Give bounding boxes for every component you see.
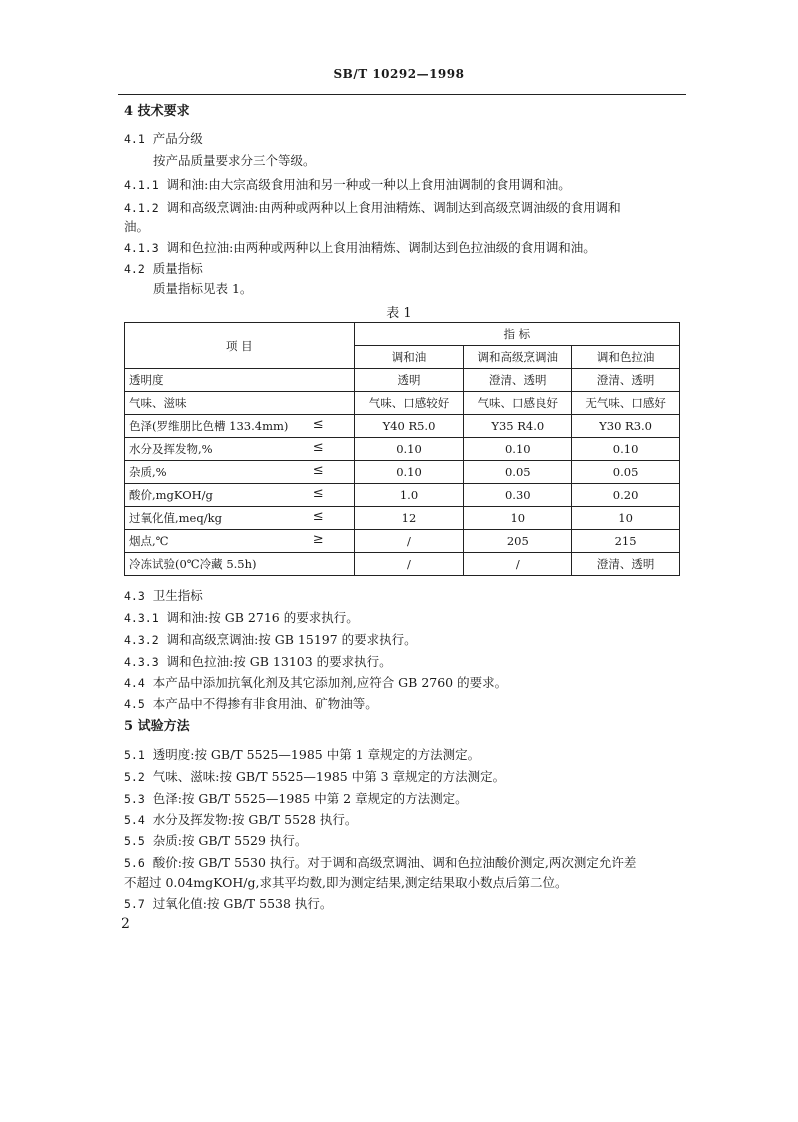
table-cell: Y40 R5.0 <box>354 415 464 438</box>
table-cell: 10 <box>464 507 572 530</box>
table-cell: / <box>354 553 464 576</box>
table-row <box>125 438 680 461</box>
row-comparator: ≤ <box>312 486 324 501</box>
row-item: 杂质,% <box>129 465 167 479</box>
clause-5-1: 5.1 透明度:按 GB/T 5525—1985 中第 1 章规定的方法测定。 <box>124 747 481 762</box>
clause-4-3-2: 4.3.2 调和高级烹调油:按 GB 15197 的要求执行。 <box>124 632 417 647</box>
table-cell: 0.05 <box>572 461 680 484</box>
table-row <box>125 392 680 415</box>
table-cell: 澄清、透明 <box>572 369 680 392</box>
column-header: 调和油 <box>354 346 464 369</box>
column-header: 调和高级烹调油 <box>464 346 572 369</box>
table-cell: / <box>354 530 464 553</box>
table-row <box>125 461 680 484</box>
row-comparator: ≤ <box>312 440 324 455</box>
table-caption: 表 1 <box>386 306 412 321</box>
table-cell: 0.10 <box>464 438 572 461</box>
clause-4-5: 4.5 本产品中不得掺有非食用油、矿物油等。 <box>124 696 378 711</box>
column-header: 调和色拉油 <box>572 346 680 369</box>
table-row <box>125 553 680 576</box>
table-cell: 透明 <box>354 369 464 392</box>
clause-4-3-1: 4.3.1 调和油:按 GB 2716 的要求执行。 <box>124 610 359 625</box>
table-cell: 气味、口感良好 <box>464 392 572 415</box>
table-cell: 205 <box>464 530 572 553</box>
table-cell: 215 <box>572 530 680 553</box>
table-cell: 无气味、口感好 <box>572 392 680 415</box>
clause-4-1-intro: 按产品质量要求分三个等级。 <box>153 153 316 168</box>
clause-5-4: 5.4 水分及挥发物:按 GB/T 5528 执行。 <box>124 812 358 827</box>
table-cell: 气味、口感较好 <box>354 392 464 415</box>
table-cell: 0.10 <box>572 438 680 461</box>
clause-5-7: 5.7 过氧化值:按 GB/T 5538 执行。 <box>124 896 333 911</box>
clause-4-1: 4.1 产品分级 <box>124 131 203 146</box>
clause-5-5: 5.5 杂质:按 GB/T 5529 执行。 <box>124 833 308 848</box>
clause-5-6-cont: 不超过 0.04mgKOH/g,求其平均数,即为测定结果,测定结果取小数点后第二位。 <box>124 875 568 890</box>
section-5-title: 5 试验方法 <box>124 719 190 734</box>
clause-4-2-intro: 质量指标见表 1。 <box>153 281 253 296</box>
row-item: 冷冻试验(0℃冷藏 5.5h) <box>129 557 257 571</box>
table-cell: 0.20 <box>572 484 680 507</box>
table-cell: Y35 R4.0 <box>464 415 572 438</box>
table-cell: 0.10 <box>354 438 464 461</box>
row-comparator: ≤ <box>312 417 324 432</box>
standard-code: SB/T 10292—1998 <box>333 67 465 81</box>
clause-4-1-2: 4.1.2 调和高级烹调油:由两种或两种以上食用油精炼、调制达到高级烹调油级的食用调和 <box>124 200 621 215</box>
table-cell: 10 <box>572 507 680 530</box>
clause-5-6: 5.6 酸价:按 GB/T 5530 执行。对于调和高级烹调油、调和色拉油酸价测定,两次测定允许差 <box>124 855 637 870</box>
row-item: 色泽(罗维朋比色槽 133.4mm) <box>129 419 289 433</box>
table-cell: Y30 R3.0 <box>572 415 680 438</box>
table-cell: 0.30 <box>464 484 572 507</box>
table-cell: 澄清、透明 <box>572 553 680 576</box>
header-index: 指 标 <box>354 323 679 346</box>
row-item: 酸价,mgKOH/g <box>129 488 213 502</box>
clause-5-3: 5.3 色泽:按 GB/T 5525—1985 中第 2 章规定的方法测定。 <box>124 791 468 806</box>
section-4-title: 4 技术要求 <box>124 104 190 119</box>
clause-5-2: 5.2 气味、滋味:按 GB/T 5525—1985 中第 3 章规定的方法测定。 <box>124 769 506 784</box>
clause-4-1-3: 4.1.3 调和色拉油:由两种或两种以上食用油精炼、调制达到色拉油级的食用调和油。 <box>124 240 596 255</box>
clause-4-1-1: 4.1.1 调和油:由大宗高级食用油和另一种或一种以上食用油调制的食用调和油。 <box>124 177 571 192</box>
row-comparator: ≤ <box>312 509 324 524</box>
clause-4-1-2-cont: 油。 <box>124 219 150 234</box>
table-row <box>125 507 680 530</box>
row-item: 水分及挥发物,% <box>129 442 213 456</box>
table-cell: 12 <box>354 507 464 530</box>
quality-index-table <box>124 322 680 576</box>
table-cell: 0.10 <box>354 461 464 484</box>
clause-4-3: 4.3 卫生指标 <box>124 588 203 603</box>
clause-4-2: 4.2 质量指标 <box>124 261 203 276</box>
row-item: 气味、滋味 <box>129 396 187 410</box>
header-item: 项 目 <box>125 323 355 369</box>
table-cell: / <box>464 553 572 576</box>
table-cell: 澄清、透明 <box>464 369 572 392</box>
row-item: 过氧化值,meq/kg <box>129 511 222 525</box>
row-comparator: ≥ <box>312 532 324 547</box>
table-row <box>125 415 680 438</box>
row-comparator: ≤ <box>312 463 324 478</box>
clause-4-4: 4.4 本产品中添加抗氧化剂及其它添加剂,应符合 GB 2760 的要求。 <box>124 675 508 690</box>
table-row <box>125 369 680 392</box>
table-cell: 0.05 <box>464 461 572 484</box>
page-number: 2 <box>121 916 130 932</box>
table-row <box>125 484 680 507</box>
table-row <box>125 530 680 553</box>
row-item: 透明度 <box>129 373 164 387</box>
clause-4-3-3: 4.3.3 调和色拉油:按 GB 13103 的要求执行。 <box>124 654 392 669</box>
row-item: 烟点,℃ <box>129 534 169 548</box>
header-rule <box>118 94 686 95</box>
table-cell: 1.0 <box>354 484 464 507</box>
